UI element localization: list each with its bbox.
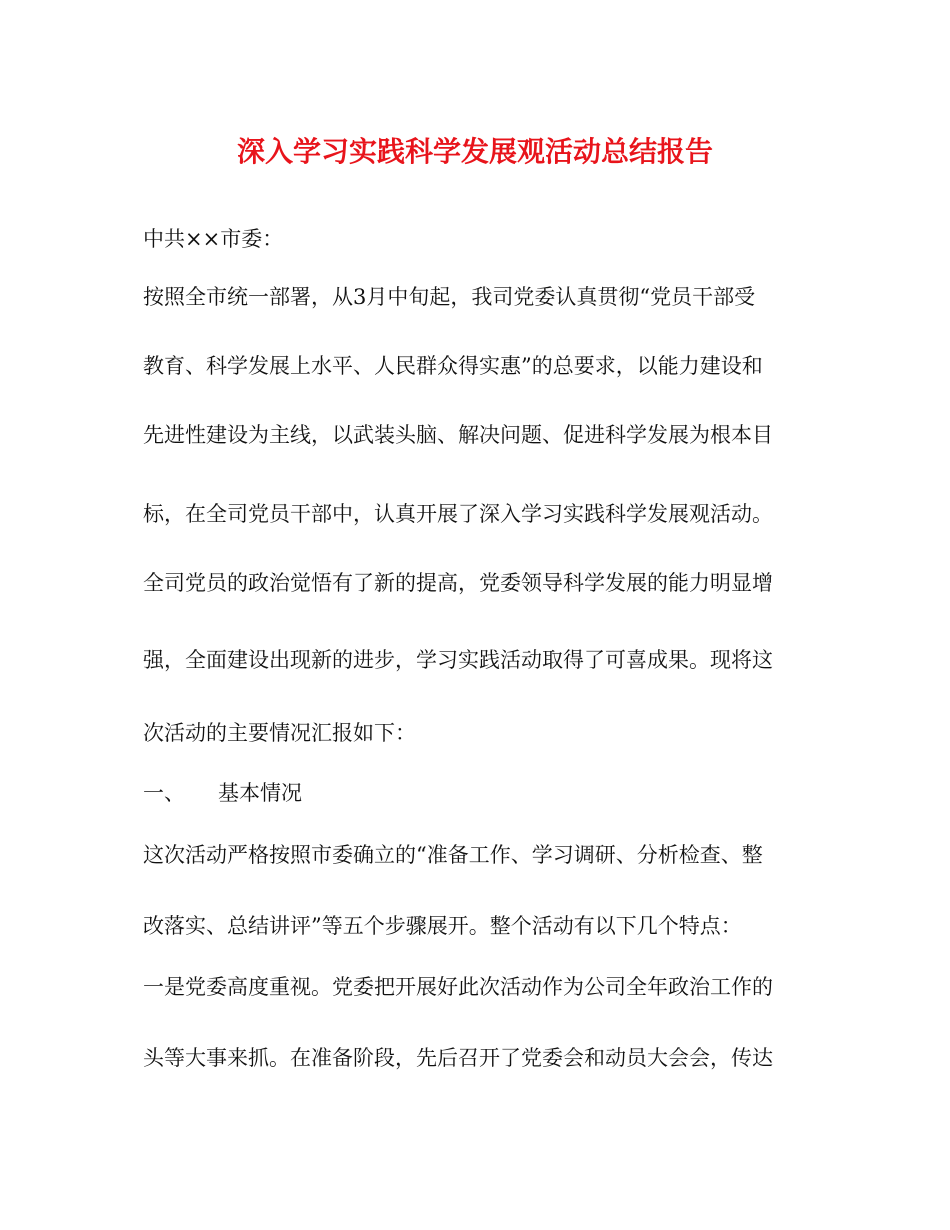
paragraph-line: 按照全市统一部署，从3月中旬起，我司党委认真贯彻“党员干部受	[143, 285, 756, 309]
section-title: 基本情况	[218, 781, 302, 805]
paragraph-line: 标，在全司党员干部中，认真开展了深入学习实践科学发展观活动。	[143, 502, 773, 526]
paragraph-line: 教育、科学发展上水平、人民群众得实惠”的总要求，以能力建设和	[143, 354, 763, 378]
paragraph-line: 一是党委高度重视。党委把开展好此次活动作为公司全年政治工作的	[143, 975, 773, 999]
paragraph-line: 次活动的主要情况汇报如下：	[143, 721, 416, 745]
document-title: 深入学习实践科学发展观活动总结报告	[236, 135, 713, 168]
paragraph-line: 先进性建设为主线，以武装头脑、解决问题、促进科学发展为根本目	[143, 423, 773, 447]
paragraph-line: 改落实、总结讲评”等五个步骤展开。整个活动有以下几个特点：	[143, 914, 742, 938]
section-number: 一、	[143, 781, 185, 805]
salutation: 中共××市委：	[143, 227, 284, 251]
paragraph-line: 头等大事来抓。在准备阶段，先后召开了党委会和动员大会会，传达	[143, 1046, 773, 1070]
paragraph-line: 强，全面建设出现新的进步，学习实践活动取得了可喜成果。现将这	[143, 648, 773, 672]
section-heading	[143, 778, 813, 808]
paragraph-line: 全司党员的政治觉悟有了新的提高，党委领导科学发展的能力明显增	[143, 571, 773, 595]
paragraph-line: 这次活动严格按照市委确立的“准备工作、学习调研、分析检查、整	[143, 843, 763, 867]
